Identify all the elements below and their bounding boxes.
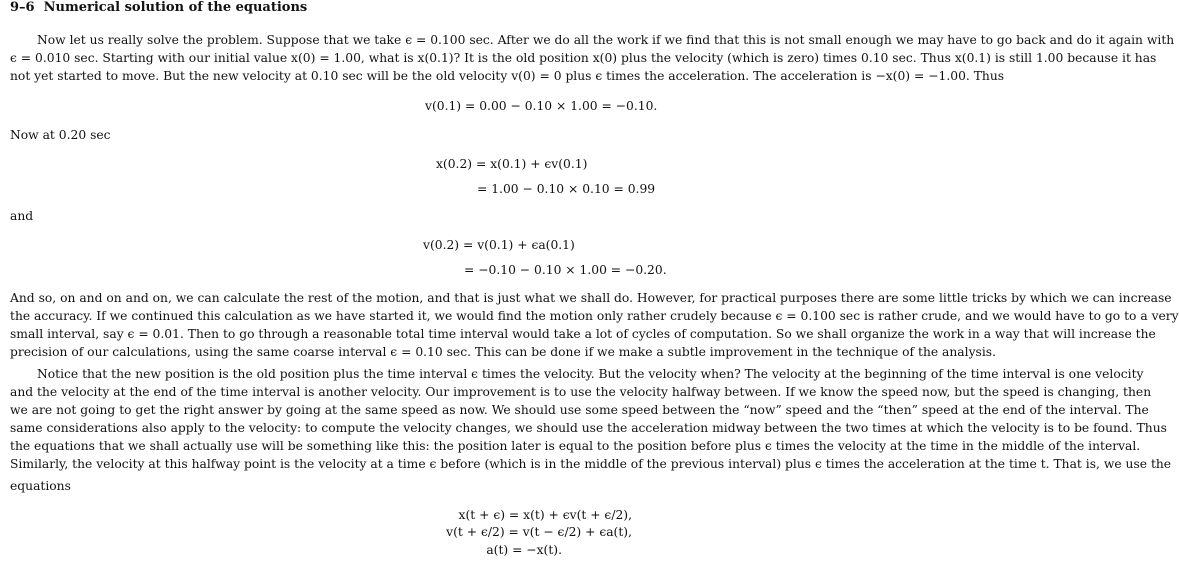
equation-v01: v(0.1) = 0.00 − 0.10 × 1.00 = −0.10. bbox=[425, 99, 658, 113]
para2-line4: precision of our calculations, using the same coarse interval ϵ = 0.10 sec. This can be done if we make a subtle improvement in the technique of the analysis. bbox=[10, 345, 996, 359]
equation-x-update: x(t + ϵ) = x(t) + ϵv(t + ϵ/2), bbox=[458, 508, 632, 522]
para2-line3: small interval, say ϵ = 0.01. Then to go through a reasonable total time interval would take a lot of cycles of computation. So we shall organize the work in a way that will increase the bbox=[10, 327, 1156, 341]
equation-v02-line1: v(0.2) = v(0.1) + ϵa(0.1) bbox=[423, 238, 575, 252]
equation-acceleration: a(t) = −x(t). bbox=[486, 543, 562, 557]
para2-line1: And so, on and on and on, we can calculate the rest of the motion, and that is just what we shall do. However, for practical purposes there are some little tricks by which we can increase bbox=[10, 291, 1172, 305]
para2-line2: the accuracy. If we continued this calculation as we have started it, we would find the motion only rather crudely because ϵ = 0.100 sec is rather crude, and we would have to go to a very bbox=[10, 309, 1179, 323]
para3-line1: Notice that the new position is the old position plus the time interval ϵ times the velocity. But the velocity when? The velocity at the beginning of the time interval is one velocity bbox=[37, 367, 1144, 381]
para1-line2: ϵ = 0.010 sec. Starting with our initial value x(0) = 1.00, what is x(0.1)? It is the old position x(0) plus the velocity (which is zero) times 0.10 sec. Thus x(0.1) is still 1.00 because it has bbox=[10, 51, 1157, 65]
now-at-text: Now at 0.20 sec bbox=[10, 128, 111, 142]
para1-line3: not yet started to move. But the new velocity at 0.10 sec will be the old velocity v(0) = 0 plus ϵ times the acceleration. The acceleration is −x(0) = −1.00. Thus bbox=[10, 69, 1005, 83]
section-title: Numerical solution of the equations bbox=[43, 0, 308, 15]
para3-line2: and the velocity at the end of the time interval is another velocity. Our improvement is to use the velocity halfway between. If we know the speed now, but the speed is changing, then bbox=[10, 385, 1152, 399]
para3-line5: the equations that we shall actually use will be something like this: the position later is equal to the position before plus ϵ times the velocity at the time in the middle of the interval. bbox=[10, 439, 1141, 453]
equation-v-update: v(t + ϵ/2) = v(t − ϵ/2) + ϵa(t), bbox=[446, 525, 632, 539]
para3-line3: we are not going to get the right answer by going at the same speed as now. We should use some speed between the “now” speed and the “then” speed at the end of the interval. The bbox=[10, 403, 1149, 417]
para1-line1: Now let us really solve the problem. Suppose that we take ϵ = 0.100 sec. After we do all the work if we find that this is not small enough we may have to go back and do it again with bbox=[37, 33, 1175, 47]
equation-x02-line2: = 1.00 − 0.10 × 0.10 = 0.99 bbox=[477, 182, 656, 196]
para3-line6: Similarly, the velocity at this halfway point is the velocity at a time ϵ before (which is in the middle of the previous interval) plus ϵ times the acceleration at the time t. That is, we use the bbox=[10, 457, 1172, 471]
para3-line7: equations bbox=[10, 479, 71, 493]
section-heading bbox=[10, 0, 307, 17]
section-number: 9–6 bbox=[10, 0, 35, 15]
equation-x02-line1: x(0.2) = x(0.1) + ϵv(0.1) bbox=[436, 157, 588, 171]
and-text: and bbox=[10, 209, 34, 223]
para3-line4: same considerations also apply to the velocity: to compute the velocity changes, we should use the acceleration midway between the two times at which the velocity is to be found. Thus bbox=[10, 421, 1167, 435]
equation-v02-line2: = −0.10 − 0.10 × 1.00 = −0.20. bbox=[464, 263, 667, 277]
